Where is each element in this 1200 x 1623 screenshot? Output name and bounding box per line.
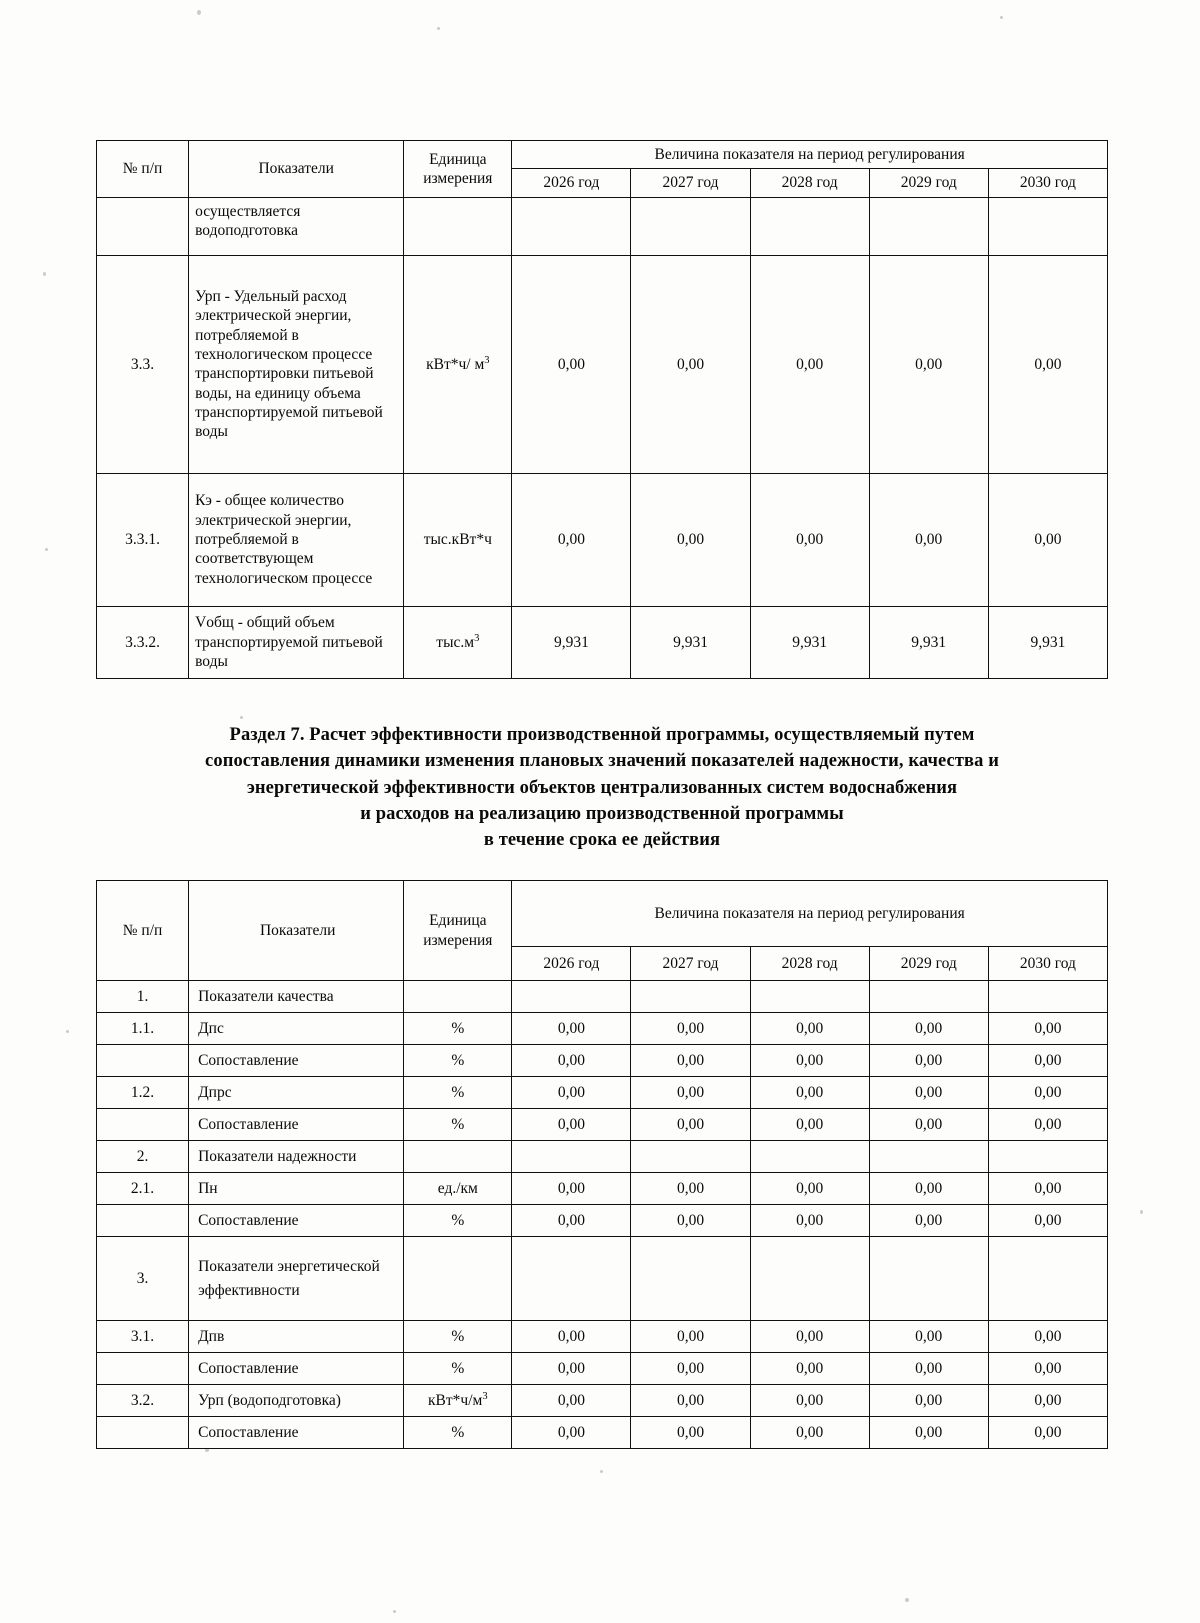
header-unit [404,881,512,981]
row-value-2030: 0,00 [988,473,1107,606]
table-row [97,1109,1108,1141]
row-indicator-name: Сопоставление [189,1417,404,1449]
row-value-2029: 0,00 [869,1417,988,1449]
row-value-2028 [750,1237,869,1321]
row-indicator-name: Дпс [189,1013,404,1045]
row-unit [404,1417,512,1449]
table-2-body [97,981,1108,1449]
row-value-2026: 9,931 [512,606,631,678]
row-indicator-name: Кэ - общее количество электрической энергии, потребляемой в соответствующем технологическом процессе [189,473,404,606]
row-value-2029: 0,00 [869,1045,988,1077]
row-value-2029: 0,00 [869,255,988,473]
row-value-2027: 0,00 [631,1417,750,1449]
row-indicator-name: Vобщ - общий объем транспортируемой питьевой воды [189,606,404,678]
row-number [97,197,189,255]
section-heading-line-5: в течение срока ее действия [483,830,721,851]
row-value-2028: 0,00 [750,1353,869,1385]
header-unit-line2: измерения [423,169,493,187]
row-unit-text: % [451,1359,465,1377]
header-unit-line1: Единица [429,912,487,930]
row-number: 3.3.1. [97,473,189,606]
row-value-2029: 0,00 [869,1173,988,1205]
row-unit-text: % [451,1115,465,1133]
row-value-2028: 0,00 [750,1109,869,1141]
row-unit-exponent: 3 [474,632,480,644]
table-row [97,1321,1108,1353]
section-heading-line-2: сопоставления динамики изменения плановых значений показателей надежности, качества и [205,751,999,772]
scan-speck [66,1030,69,1033]
row-indicator-name: Сопоставление [189,1353,404,1385]
row-indicator-name: Сопоставление [189,1205,404,1237]
header-unit [404,141,512,198]
row-indicator-name: Показатели надежности [189,1141,404,1173]
row-value-2027: 0,00 [631,1045,750,1077]
row-unit-text: % [451,1211,465,1229]
table-row [97,1013,1108,1045]
table-1-header-row-1 [97,141,1108,169]
row-number: 3.2. [97,1385,189,1417]
row-unit-exponent: 3 [484,354,490,366]
row-value-2027 [631,1237,750,1321]
table-row [97,1385,1108,1417]
row-value-2030: 9,931 [988,606,1107,678]
row-value-2027: 0,00 [631,1353,750,1385]
row-value-2028: 0,00 [750,473,869,606]
header-period-span: Величина показателя на период регулирования [512,141,1108,169]
row-value-2028: 0,00 [750,1417,869,1449]
row-unit [404,1077,512,1109]
row-unit-text: ед./км [437,1179,478,1197]
row-value-2030: 0,00 [988,1013,1107,1045]
row-value-2027: 0,00 [631,1077,750,1109]
row-value-2029 [869,1141,988,1173]
row-value-2030: 0,00 [988,1205,1107,1237]
header-indicator: Показатели [189,141,404,198]
header-year-2026: 2026 год [512,169,631,197]
row-value-2028: 0,00 [750,1013,869,1045]
row-unit [404,473,512,606]
header-unit-line2: измерения [423,931,493,949]
table-row [97,255,1108,473]
row-number: 2. [97,1141,189,1173]
row-value-2026: 0,00 [512,1045,631,1077]
row-value-2028 [750,197,869,255]
row-unit-text: % [451,1051,465,1069]
row-value-2030 [988,1141,1107,1173]
row-unit-text: тыс.м [436,633,475,651]
row-unit [404,1353,512,1385]
row-value-2027 [631,981,750,1013]
scan-speck [600,1470,603,1473]
row-value-2027 [631,1141,750,1173]
table-row [97,197,1108,255]
row-value-2030 [988,1237,1107,1321]
header-year-2027: 2027 год [631,169,750,197]
row-value-2027: 0,00 [631,1013,750,1045]
table-2-header-row-1 [97,881,1108,947]
row-unit [404,1321,512,1353]
row-value-2028: 0,00 [750,1385,869,1417]
row-value-2030: 0,00 [988,1353,1107,1385]
header-period-span: Величина показателя на период регулирования [512,881,1108,947]
row-value-2026: 0,00 [512,1417,631,1449]
row-unit [404,606,512,678]
table-row [97,1205,1108,1237]
row-indicator-name: Сопоставление [189,1109,404,1141]
row-value-2026 [512,197,631,255]
header-year-2027: 2027 год [631,947,750,981]
table-row [97,606,1108,678]
row-value-2028 [750,981,869,1013]
scan-speck [905,1598,909,1602]
row-value-2026 [512,981,631,1013]
row-value-2028: 0,00 [750,1321,869,1353]
row-value-2027: 0,00 [631,1173,750,1205]
indicators-table-continued [96,140,1108,679]
row-unit [404,1205,512,1237]
row-unit-text: % [451,1327,465,1345]
section-heading [96,722,1108,853]
table-1 [96,140,1108,679]
row-value-2030: 0,00 [988,1045,1107,1077]
row-unit-text: % [451,1019,465,1037]
row-unit-text: кВт*ч/ м [426,355,485,373]
row-unit [404,197,512,255]
row-value-2029: 0,00 [869,1353,988,1385]
row-unit [404,255,512,473]
row-value-2030: 0,00 [988,1385,1107,1417]
row-value-2029 [869,197,988,255]
row-value-2030: 0,00 [988,255,1107,473]
scan-speck [43,272,46,276]
row-value-2029: 0,00 [869,1013,988,1045]
row-number [97,1045,189,1077]
row-unit-text: кВт*ч/м [428,1391,483,1409]
row-value-2030: 0,00 [988,1173,1107,1205]
row-value-2029: 0,00 [869,1321,988,1353]
row-value-2028 [750,1141,869,1173]
table-row [97,981,1108,1013]
header-number: № п/п [97,881,189,981]
row-value-2030: 0,00 [988,1109,1107,1141]
row-value-2026: 0,00 [512,1385,631,1417]
row-indicator-name: Сопоставление [189,1045,404,1077]
table-row [97,1417,1108,1449]
header-indicator: Показатели [189,881,404,981]
row-unit [404,1173,512,1205]
efficiency-calculation-table [96,880,1108,1449]
row-value-2029 [869,1237,988,1321]
row-indicator-name: Дпв [189,1321,404,1353]
row-indicator-name: Показатели качества [189,981,404,1013]
header-year-2029: 2029 год [869,169,988,197]
scan-speck [240,716,243,719]
row-unit [404,1013,512,1045]
row-value-2029: 0,00 [869,1205,988,1237]
table-row [97,1045,1108,1077]
row-value-2028: 0,00 [750,255,869,473]
row-number [97,1353,189,1385]
row-value-2026: 0,00 [512,1173,631,1205]
section-heading-line-3: энергетической эффективности объектов централизованных систем водоснабжения [246,777,958,798]
row-value-2026: 0,00 [512,1109,631,1141]
row-unit [404,1385,512,1417]
row-unit-text: % [451,1423,465,1441]
table-row [97,1173,1108,1205]
row-unit-exponent: 3 [482,1390,488,1402]
table-2 [96,880,1108,1449]
row-value-2027: 0,00 [631,473,750,606]
row-value-2027: 0,00 [631,1385,750,1417]
row-indicator-name: Дпрс [189,1077,404,1109]
row-indicator-name: Пн [189,1173,404,1205]
row-value-2028: 0,00 [750,1173,869,1205]
row-value-2026: 0,00 [512,1077,631,1109]
row-unit [404,1045,512,1077]
row-unit [404,981,512,1013]
header-year-2029: 2029 год [869,947,988,981]
table-row [97,1353,1108,1385]
row-value-2029: 0,00 [869,473,988,606]
row-number: 3.3.2. [97,606,189,678]
section-heading-line-4: и расходов на реализацию производственной программы [360,803,844,824]
row-number [97,1109,189,1141]
row-value-2026 [512,1141,631,1173]
header-year-2026: 2026 год [512,947,631,981]
row-value-2026 [512,1237,631,1321]
row-value-2029 [869,981,988,1013]
row-value-2029: 0,00 [869,1385,988,1417]
row-value-2029: 9,931 [869,606,988,678]
row-indicator-name: Урп (водоподготовка) [189,1385,404,1417]
row-value-2027 [631,197,750,255]
row-number: 1.2. [97,1077,189,1109]
scan-speck [393,1610,396,1613]
row-unit [404,1141,512,1173]
row-number [97,1205,189,1237]
row-value-2026: 0,00 [512,1205,631,1237]
row-unit [404,1109,512,1141]
row-unit-text: тыс.кВт*ч [423,531,492,549]
row-value-2030: 0,00 [988,1321,1107,1353]
row-number: 3. [97,1237,189,1321]
row-value-2027: 9,931 [631,606,750,678]
row-value-2029: 0,00 [869,1109,988,1141]
row-number: 3.3. [97,255,189,473]
row-indicator-name: Показатели энергетической эффективности [189,1237,404,1321]
table-row [97,1077,1108,1109]
row-value-2030 [988,197,1107,255]
row-number: 3.1. [97,1321,189,1353]
row-indicator-name: осуществляется водоподготовка [189,197,404,255]
row-number: 2.1. [97,1173,189,1205]
row-number: 1.1. [97,1013,189,1045]
row-value-2027: 0,00 [631,1205,750,1237]
row-value-2026: 0,00 [512,473,631,606]
scan-speck [45,548,48,551]
row-value-2028: 0,00 [750,1205,869,1237]
row-indicator-name: Урп - Удельный расход электрической энергии, потребляемой в технологическом процессе транспортировки питьевой воды, на единицу объема транспортируемой питьевой воды [189,255,404,473]
scan-speck [1000,16,1003,19]
header-year-2028: 2028 год [750,169,869,197]
table-row [97,1141,1108,1173]
row-value-2026: 0,00 [512,1013,631,1045]
row-number: 1. [97,981,189,1013]
header-number: № п/п [97,141,189,198]
row-value-2027: 0,00 [631,1321,750,1353]
row-value-2027: 0,00 [631,1109,750,1141]
header-year-2030: 2030 год [988,947,1107,981]
row-value-2028: 0,00 [750,1077,869,1109]
scan-speck [197,10,201,15]
row-value-2028: 9,931 [750,606,869,678]
row-unit [404,1237,512,1321]
row-value-2027: 0,00 [631,255,750,473]
row-unit-text: % [451,1083,465,1101]
row-value-2026: 0,00 [512,1353,631,1385]
row-value-2028: 0,00 [750,1045,869,1077]
header-year-2028: 2028 год [750,947,869,981]
row-value-2029: 0,00 [869,1077,988,1109]
table-row [97,1237,1108,1321]
section-heading-line-1: Раздел 7. Расчет эффективности производственной программы, осуществляемый путем [229,725,975,745]
row-value-2026: 0,00 [512,255,631,473]
header-year-2030: 2030 год [988,169,1107,197]
header-unit-line1: Единица [429,150,487,168]
row-value-2030 [988,981,1107,1013]
scan-speck [1140,1210,1143,1214]
row-value-2030: 0,00 [988,1417,1107,1449]
row-value-2030: 0,00 [988,1077,1107,1109]
row-number [97,1417,189,1449]
row-value-2026: 0,00 [512,1321,631,1353]
table-row [97,473,1108,606]
scan-speck [437,27,440,30]
